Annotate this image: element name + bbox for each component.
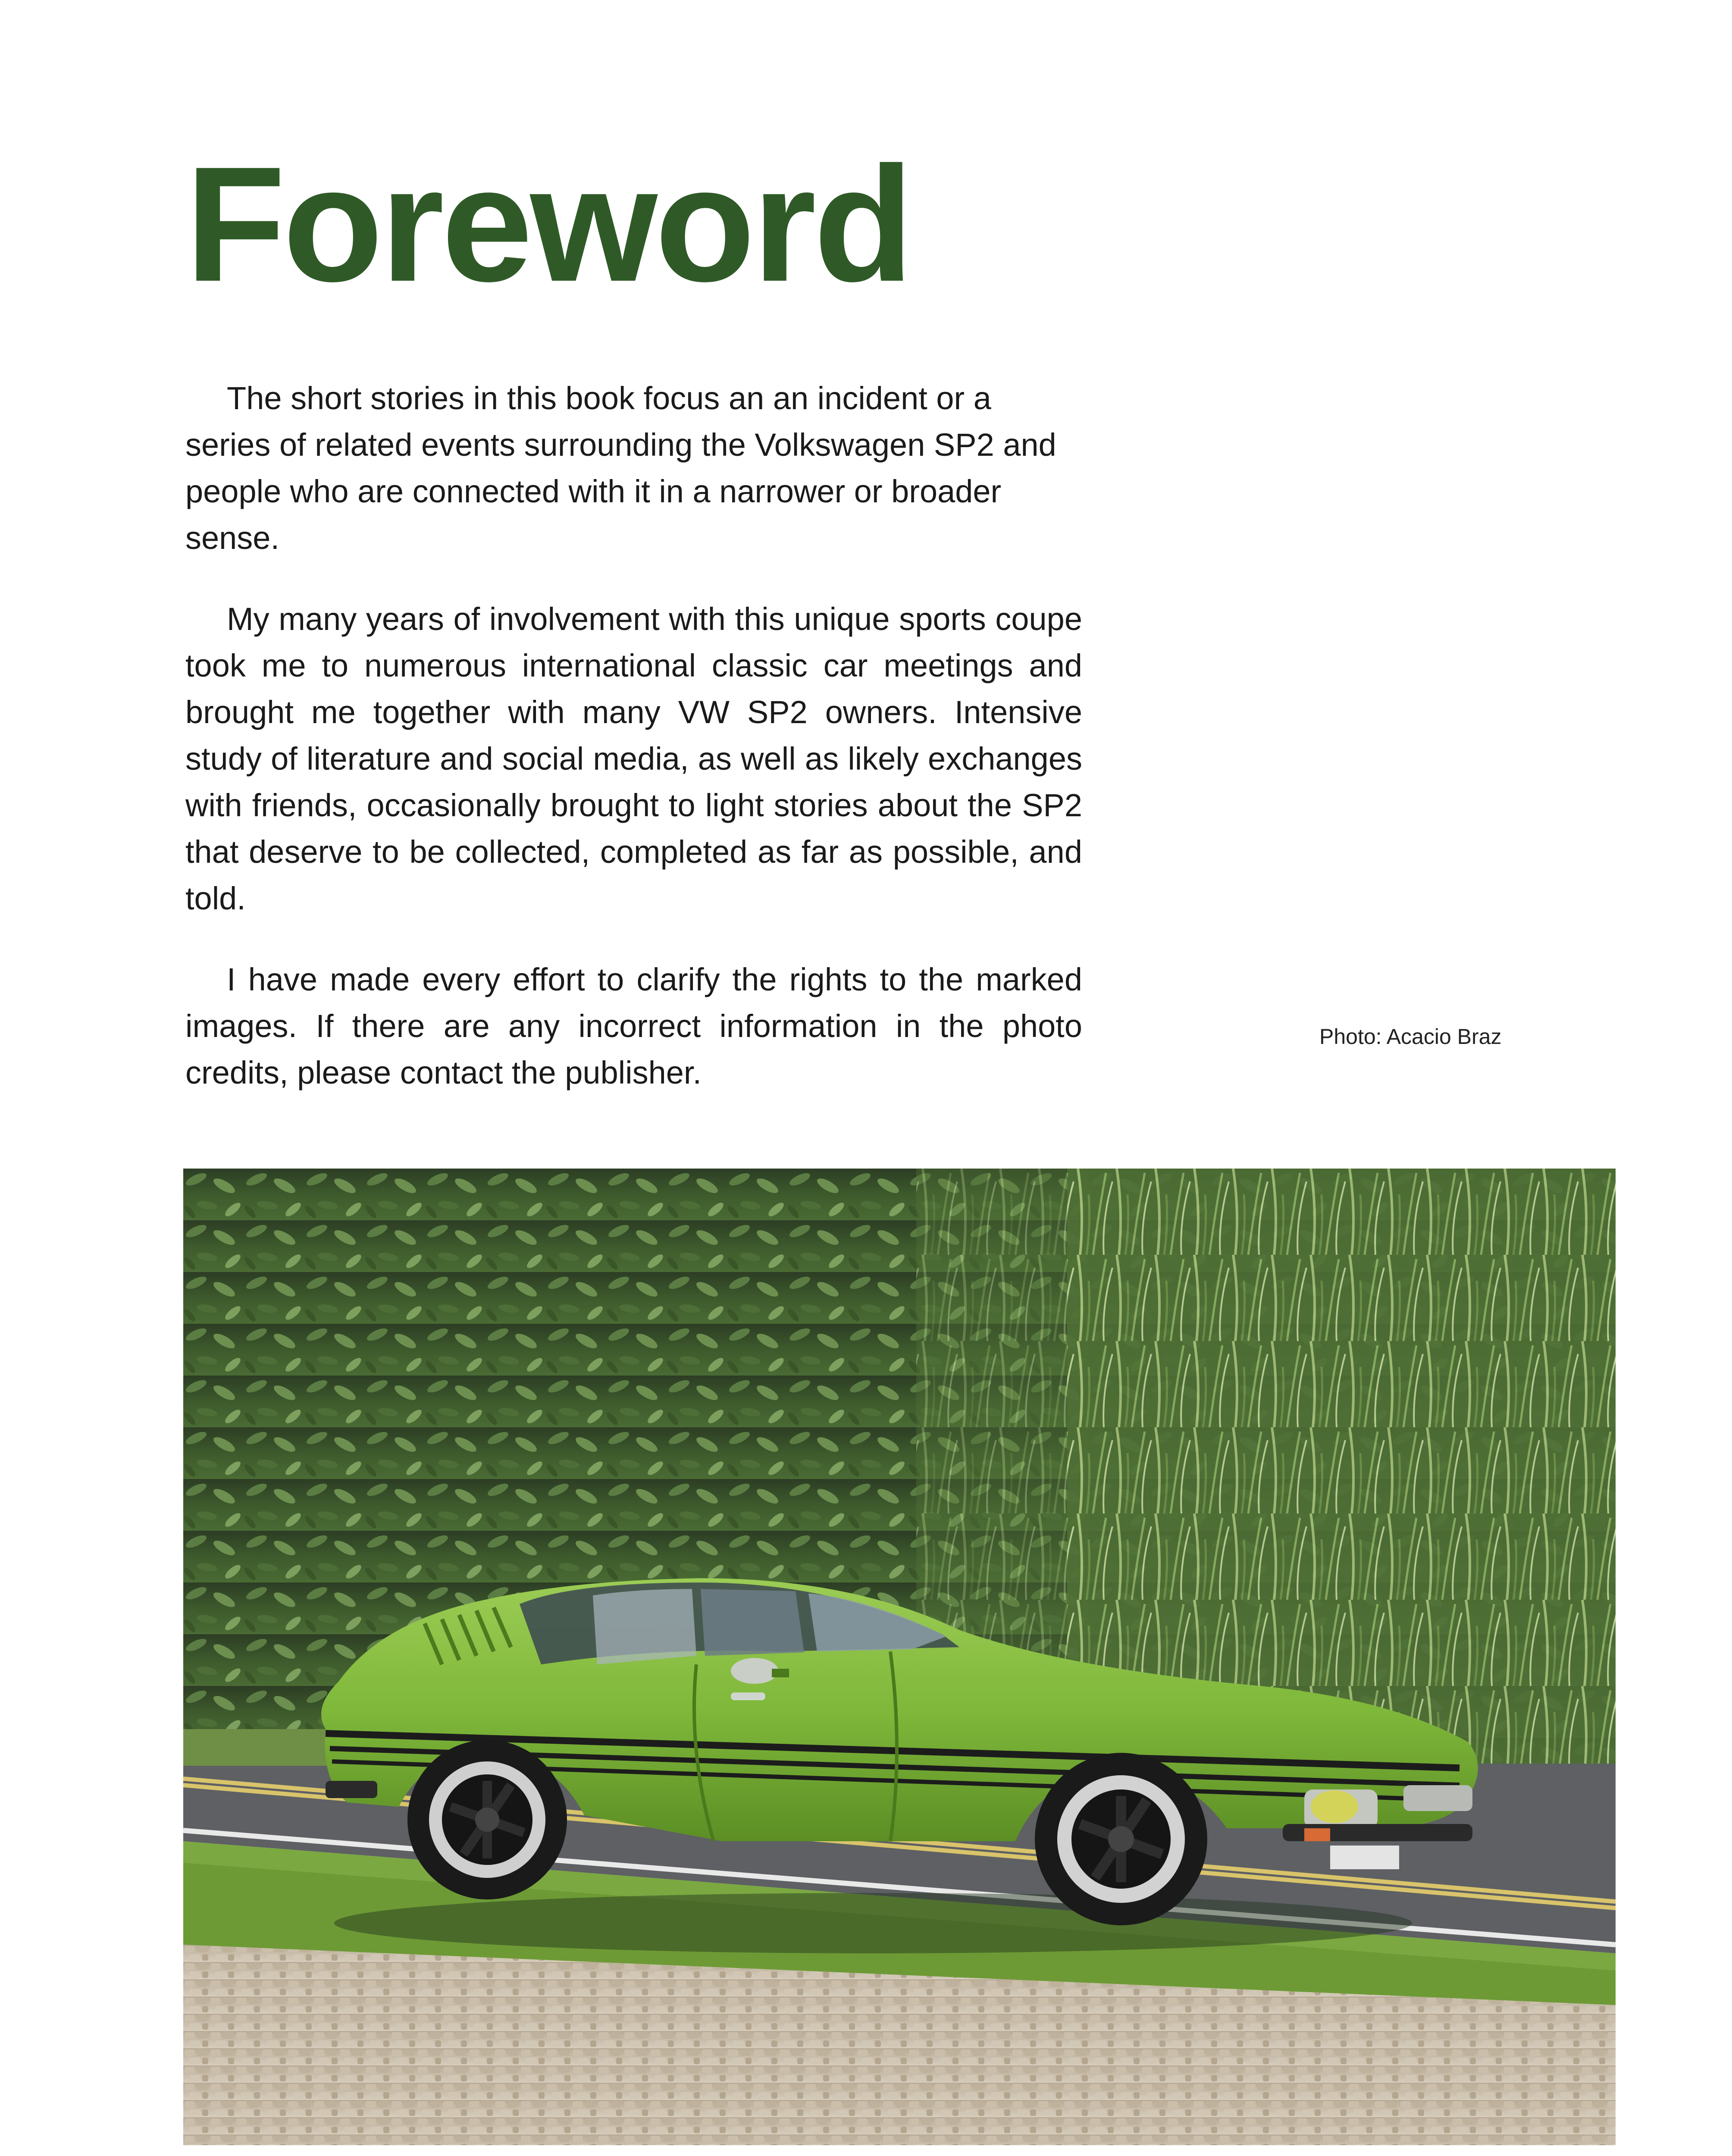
paragraph-1: The short stories in this book focus an an incident or a series of related events surrounding the Volkswagen SP2 and people who are connected with it in a narrower or broader sense.: [185, 380, 1056, 556]
foreword-text: [185, 375, 1082, 1131]
page-title: Foreword: [185, 132, 911, 316]
photo-credit: Photo: Acacio Braz: [1319, 1025, 1502, 1049]
paragraph-2: My many years of involvement with this unique sports coupe took me to numerous international classic car meetings and brought me together with many VW SP2 owners. Intensive study of literature and social media, as well as likely exchanges with friends, occasionally brought to light stories about the SP2 that deserve to be collected, completed as far as possible, and told.: [185, 601, 1082, 916]
rear-wheel: [407, 1740, 567, 1899]
front-wheel: [1035, 1753, 1207, 1925]
car-photo-illustration: [183, 1169, 1616, 2145]
car-photo: [183, 1169, 1616, 2145]
paragraph-3: I have made every effort to clarify the rights to the marked images. If there are any incorrect information in the photo credits, please contact the publisher.: [185, 962, 1082, 1091]
